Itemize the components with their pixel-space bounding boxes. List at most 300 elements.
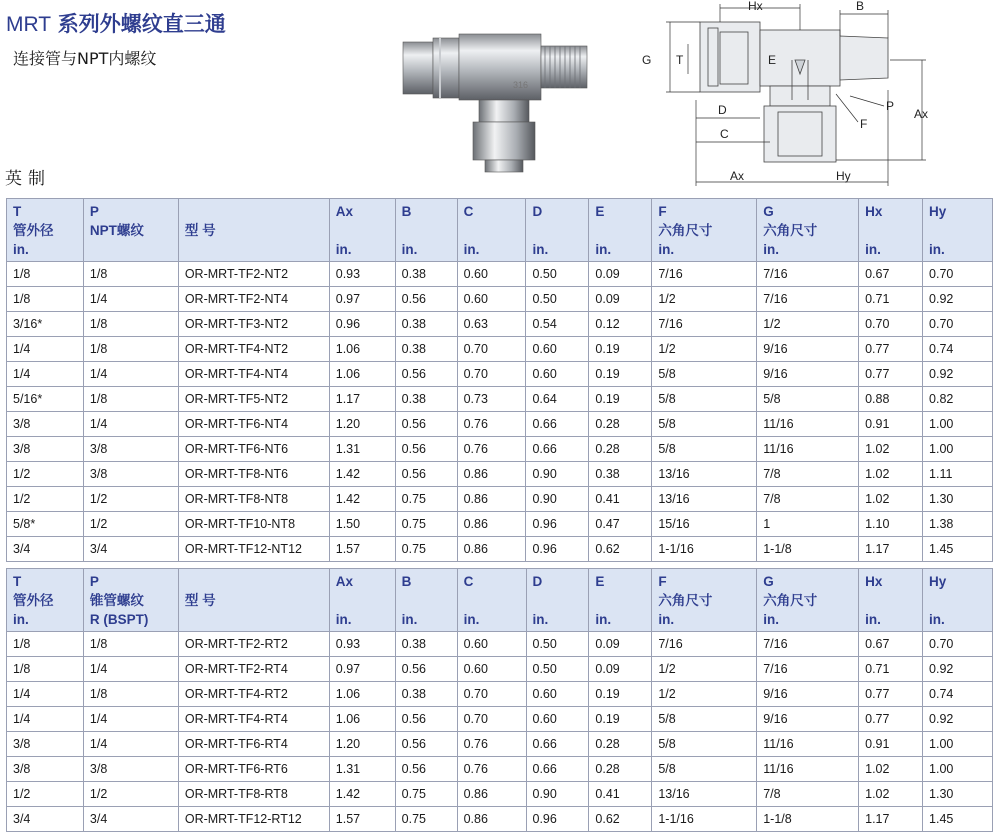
table-cell: 0.56 bbox=[395, 462, 457, 487]
table-cell: 1/8 bbox=[7, 632, 84, 657]
table-cell: 0.86 bbox=[457, 462, 526, 487]
table-cell: 0.75 bbox=[395, 807, 457, 832]
table-header bbox=[7, 569, 993, 632]
header-line bbox=[185, 610, 329, 629]
table-cell: 3/16* bbox=[7, 312, 84, 337]
table-cell: 0.92 bbox=[923, 287, 993, 312]
table-cell: 0.60 bbox=[526, 337, 589, 362]
table-cell: 1.11 bbox=[923, 462, 993, 487]
header-line: in. bbox=[13, 612, 29, 627]
table-cell: 1/4 bbox=[7, 707, 84, 732]
header-line: 六角尺寸 bbox=[763, 223, 818, 238]
table-cell: 1.06 bbox=[329, 337, 395, 362]
table-cell: 11/16 bbox=[757, 757, 859, 782]
header-line: in. bbox=[335, 612, 352, 627]
table-cell: 1.00 bbox=[923, 732, 993, 757]
table-cell: 0.38 bbox=[395, 337, 457, 362]
header-line: F bbox=[658, 204, 667, 219]
table-cell: 1/8 bbox=[7, 262, 84, 287]
table-cell: 0.60 bbox=[526, 682, 589, 707]
table-row bbox=[7, 437, 993, 462]
header-cell bbox=[457, 199, 526, 262]
table-cell: 3/4 bbox=[83, 537, 178, 562]
table-cell: 1/4 bbox=[7, 337, 84, 362]
table-cell: 1/8 bbox=[7, 287, 84, 312]
table-cell: 1/4 bbox=[83, 707, 178, 732]
table-cell: 0.66 bbox=[526, 437, 589, 462]
header-line: F bbox=[658, 574, 667, 589]
table-cell: 0.09 bbox=[589, 657, 652, 682]
header-line bbox=[185, 572, 329, 591]
table-cell: 0.60 bbox=[457, 657, 526, 682]
table-cell: 7/16 bbox=[757, 657, 859, 682]
table-cell: 1/2 bbox=[83, 782, 178, 807]
header-line: C bbox=[463, 204, 474, 219]
dimension-diagram bbox=[640, 0, 940, 190]
header-cell bbox=[757, 199, 859, 262]
table-cell: 1.02 bbox=[859, 437, 923, 462]
table-cell: 0.60 bbox=[457, 632, 526, 657]
header-line: R (BSPT) bbox=[89, 612, 149, 627]
header-cell bbox=[859, 569, 923, 632]
header-line: in. bbox=[13, 242, 29, 257]
header-cell bbox=[7, 569, 84, 632]
table-cell: 1.57 bbox=[329, 537, 395, 562]
table-cell: 3/8 bbox=[7, 732, 84, 757]
table-cell: 0.47 bbox=[589, 512, 652, 537]
table-cell: 0.38 bbox=[395, 312, 457, 337]
table-cell: OR-MRT-TF2-NT4 bbox=[178, 287, 329, 312]
table-cell: 0.90 bbox=[526, 462, 589, 487]
table-cell: 0.56 bbox=[395, 757, 457, 782]
table-cell: 0.92 bbox=[923, 657, 993, 682]
table-cell: 0.76 bbox=[457, 437, 526, 462]
table-cell: 5/8 bbox=[652, 387, 757, 412]
table-cell: 0.86 bbox=[457, 537, 526, 562]
header-cell bbox=[652, 569, 757, 632]
table-cell: 1/4 bbox=[83, 657, 178, 682]
table-cell: 0.77 bbox=[859, 707, 923, 732]
header-line: in. bbox=[658, 242, 675, 257]
product-photo bbox=[395, 28, 610, 178]
table-cell: 1/4 bbox=[7, 362, 84, 387]
table-cell: 1.45 bbox=[923, 537, 993, 562]
table-cell: OR-MRT-TF10-NT8 bbox=[178, 512, 329, 537]
header-line: G bbox=[763, 204, 774, 219]
table-cell: 0.97 bbox=[329, 657, 395, 682]
header-line bbox=[929, 591, 992, 610]
dim-g: G bbox=[642, 53, 652, 67]
table-cell: 0.88 bbox=[859, 387, 923, 412]
table-cell: 1.00 bbox=[923, 437, 993, 462]
header-line: 管外径 bbox=[13, 223, 54, 238]
table-cell: 0.90 bbox=[526, 487, 589, 512]
table-cell: 0.62 bbox=[589, 537, 652, 562]
table-cell: 13/16 bbox=[652, 462, 757, 487]
table-cell: 3/8 bbox=[83, 462, 178, 487]
table-cell: 0.60 bbox=[457, 287, 526, 312]
table-cell: 0.75 bbox=[395, 512, 457, 537]
table-cell: 1-1/16 bbox=[652, 807, 757, 832]
table-cell: 1.50 bbox=[329, 512, 395, 537]
table-cell: 0.28 bbox=[589, 437, 652, 462]
table-cell: 13/16 bbox=[652, 487, 757, 512]
bspt-spec-table bbox=[6, 568, 993, 832]
table-cell: OR-MRT-TF12-NT12 bbox=[178, 537, 329, 562]
table-row bbox=[7, 337, 993, 362]
table-cell: 1.02 bbox=[859, 757, 923, 782]
table-row bbox=[7, 262, 993, 287]
table-cell: 0.70 bbox=[923, 632, 993, 657]
table-cell: 0.97 bbox=[329, 287, 395, 312]
header-line: D bbox=[532, 574, 543, 589]
table-cell: 1/8 bbox=[83, 387, 178, 412]
table-cell: 0.56 bbox=[395, 362, 457, 387]
header-cell bbox=[526, 569, 589, 632]
table-cell: 1/2 bbox=[83, 487, 178, 512]
table-cell: 1/4 bbox=[83, 362, 178, 387]
table-row bbox=[7, 362, 993, 387]
table-cell: 0.70 bbox=[457, 682, 526, 707]
header-line: in. bbox=[865, 612, 881, 627]
header-line: in. bbox=[463, 612, 480, 627]
dim-hx: Hx bbox=[748, 0, 763, 13]
header-line: in. bbox=[763, 612, 779, 627]
table-cell: 0.75 bbox=[395, 782, 457, 807]
table-cell: 1.02 bbox=[859, 462, 923, 487]
table-cell: 0.41 bbox=[589, 487, 652, 512]
table-row bbox=[7, 487, 993, 512]
table-cell: 3/8 bbox=[83, 757, 178, 782]
table-cell: 0.86 bbox=[457, 512, 526, 537]
table-cell: 0.71 bbox=[859, 657, 923, 682]
table-cell: 0.86 bbox=[457, 807, 526, 832]
table-cell: 0.19 bbox=[589, 337, 652, 362]
table-cell: 1-1/16 bbox=[652, 537, 757, 562]
table-cell: OR-MRT-TF8-RT8 bbox=[178, 782, 329, 807]
table-cell: 0.93 bbox=[329, 632, 395, 657]
table-cell: 0.86 bbox=[457, 487, 526, 512]
table-cell: 0.63 bbox=[457, 312, 526, 337]
table-cell: 1 bbox=[757, 512, 859, 537]
header-line: in. bbox=[335, 242, 352, 257]
table-cell: 7/8 bbox=[757, 462, 859, 487]
dim-ax-right: Ax bbox=[914, 107, 929, 121]
header-line: Ax bbox=[335, 574, 354, 589]
table-cell: 0.19 bbox=[589, 707, 652, 732]
table-row bbox=[7, 387, 993, 412]
header-cell bbox=[652, 199, 757, 262]
table-row bbox=[7, 632, 993, 657]
table-cell: 1.30 bbox=[923, 782, 993, 807]
table-cell: 0.92 bbox=[923, 362, 993, 387]
table-cell: 0.70 bbox=[457, 707, 526, 732]
table-cell: 0.19 bbox=[589, 682, 652, 707]
header-cell bbox=[178, 199, 329, 262]
table-cell: 0.50 bbox=[526, 262, 589, 287]
table-cell: 0.96 bbox=[526, 512, 589, 537]
table-cell: 0.38 bbox=[589, 462, 652, 487]
table-cell: 0.93 bbox=[329, 262, 395, 287]
table-cell: 0.09 bbox=[589, 632, 652, 657]
header-cell bbox=[923, 569, 993, 632]
table-cell: 0.56 bbox=[395, 437, 457, 462]
header-line bbox=[90, 240, 178, 259]
table-cell: 1/2 bbox=[652, 287, 757, 312]
table-cell: 1/8 bbox=[7, 657, 84, 682]
dim-hy: Hy bbox=[836, 169, 851, 183]
table-cell: 0.73 bbox=[457, 387, 526, 412]
header-line bbox=[865, 591, 922, 610]
table-body bbox=[7, 262, 993, 562]
table-cell: 1.20 bbox=[329, 412, 395, 437]
table-cell: 0.60 bbox=[526, 362, 589, 387]
header-line: T bbox=[13, 204, 22, 219]
header-line: 锥管螺纹 bbox=[89, 593, 144, 608]
table-cell: OR-MRT-TF2-RT4 bbox=[178, 657, 329, 682]
table-cell: 15/16 bbox=[652, 512, 757, 537]
page-subtitle: 连接管与NPT内螺纹 bbox=[13, 49, 157, 68]
header-line: in. bbox=[401, 612, 418, 627]
table-cell: 5/8 bbox=[652, 732, 757, 757]
table-row bbox=[7, 512, 993, 537]
header-line bbox=[402, 221, 457, 240]
table-cell: 0.67 bbox=[859, 632, 923, 657]
table-cell: 1.57 bbox=[329, 807, 395, 832]
header-line: P bbox=[89, 204, 99, 219]
table-cell: 7/8 bbox=[757, 487, 859, 512]
header-cell bbox=[395, 569, 457, 632]
table-cell: 1/2 bbox=[7, 782, 84, 807]
table-cell: 1-1/8 bbox=[757, 537, 859, 562]
table-cell: OR-MRT-TF4-RT2 bbox=[178, 682, 329, 707]
header-line: D bbox=[532, 204, 543, 219]
table-cell: 9/16 bbox=[757, 362, 859, 387]
table-cell: 5/8 bbox=[757, 387, 859, 412]
header-line: 型 号 bbox=[184, 593, 216, 608]
header-line bbox=[865, 221, 922, 240]
table-cell: OR-MRT-TF4-NT2 bbox=[178, 337, 329, 362]
table-cell: OR-MRT-TF4-RT4 bbox=[178, 707, 329, 732]
table-cell: 0.54 bbox=[526, 312, 589, 337]
table-cell: 0.50 bbox=[526, 632, 589, 657]
table-header bbox=[7, 199, 993, 262]
title-main: 系列外螺纹直三通 bbox=[57, 12, 226, 36]
table-cell: 0.38 bbox=[395, 387, 457, 412]
table-cell: 1-1/8 bbox=[757, 807, 859, 832]
table-cell: 3/4 bbox=[7, 807, 84, 832]
header-cell bbox=[757, 569, 859, 632]
table-cell: 3/8 bbox=[83, 437, 178, 462]
dim-b: B bbox=[856, 0, 865, 13]
table-cell: 0.66 bbox=[526, 412, 589, 437]
table-cell: 5/8 bbox=[652, 437, 757, 462]
table-cell: 0.70 bbox=[923, 262, 993, 287]
header-line: Hy bbox=[929, 574, 947, 589]
table-cell: 0.91 bbox=[859, 412, 923, 437]
table-cell: 0.56 bbox=[395, 707, 457, 732]
header-line: E bbox=[595, 574, 605, 589]
header-cell bbox=[589, 569, 652, 632]
table-cell: 7/16 bbox=[652, 262, 757, 287]
header-line: 型 号 bbox=[184, 223, 216, 238]
table-cell: 1.20 bbox=[329, 732, 395, 757]
header-line: in. bbox=[865, 242, 881, 257]
table-cell: 1.30 bbox=[923, 487, 993, 512]
header-line: B bbox=[401, 204, 412, 219]
header-line: Hy bbox=[929, 204, 947, 219]
table-row bbox=[7, 807, 993, 832]
table-cell: 0.38 bbox=[395, 262, 457, 287]
header-line bbox=[533, 591, 589, 610]
table-cell: 3/4 bbox=[83, 807, 178, 832]
table-cell: OR-MRT-TF4-NT4 bbox=[178, 362, 329, 387]
table-cell: 0.76 bbox=[457, 732, 526, 757]
table-cell: 1.42 bbox=[329, 782, 395, 807]
table-cell: 1.42 bbox=[329, 462, 395, 487]
table-cell: 0.74 bbox=[923, 337, 993, 362]
header-line: Ax bbox=[335, 204, 354, 219]
table-cell: 0.77 bbox=[859, 682, 923, 707]
header-cell bbox=[7, 199, 84, 262]
title-prefix: MRT bbox=[6, 13, 52, 36]
header-line: in. bbox=[463, 242, 480, 257]
table-cell: 0.56 bbox=[395, 657, 457, 682]
table-cell: 0.19 bbox=[589, 362, 652, 387]
header-line: 六角尺寸 bbox=[763, 593, 818, 608]
table-cell: 1/2 bbox=[757, 312, 859, 337]
header-line bbox=[336, 221, 395, 240]
table-cell: 9/16 bbox=[757, 682, 859, 707]
table-cell: 0.76 bbox=[457, 412, 526, 437]
table-cell: 0.75 bbox=[395, 537, 457, 562]
header-line: in. bbox=[763, 242, 779, 257]
table-cell: 1/4 bbox=[83, 287, 178, 312]
table-cell: 0.86 bbox=[457, 782, 526, 807]
table-cell: 1.31 bbox=[329, 757, 395, 782]
header-cell bbox=[395, 199, 457, 262]
header-cell bbox=[923, 199, 993, 262]
table-cell: 1.06 bbox=[329, 682, 395, 707]
table-cell: OR-MRT-TF6-RT4 bbox=[178, 732, 329, 757]
table-cell: 0.96 bbox=[526, 537, 589, 562]
header-line: in. bbox=[929, 242, 945, 257]
header-line: B bbox=[401, 574, 412, 589]
header-line: P bbox=[89, 574, 99, 589]
table-cell: 1/2 bbox=[652, 337, 757, 362]
header-line bbox=[185, 202, 329, 221]
table-cell: 1.45 bbox=[923, 807, 993, 832]
header-line: Hx bbox=[865, 204, 883, 219]
table-row bbox=[7, 757, 993, 782]
table-cell: 11/16 bbox=[757, 412, 859, 437]
header-line bbox=[185, 240, 329, 259]
header-line bbox=[595, 221, 651, 240]
table-row bbox=[7, 412, 993, 437]
table-row bbox=[7, 682, 993, 707]
header-line: in. bbox=[595, 612, 612, 627]
table-cell: 0.38 bbox=[395, 682, 457, 707]
photo-mark: 316 bbox=[513, 80, 529, 90]
table-cell: 1/8 bbox=[83, 262, 178, 287]
table-row bbox=[7, 462, 993, 487]
table-cell: 1.17 bbox=[859, 807, 923, 832]
table-cell: 7/16 bbox=[652, 632, 757, 657]
table-cell: 0.28 bbox=[589, 412, 652, 437]
table-cell: 7/16 bbox=[757, 632, 859, 657]
table-cell: OR-MRT-TF2-NT2 bbox=[178, 262, 329, 287]
header-line bbox=[336, 591, 395, 610]
table-cell: 1/2 bbox=[7, 487, 84, 512]
table-cell: 11/16 bbox=[757, 732, 859, 757]
table-cell: 9/16 bbox=[757, 707, 859, 732]
header-cell bbox=[178, 569, 329, 632]
table-cell: 3/8 bbox=[7, 757, 84, 782]
table-cell: 3/8 bbox=[7, 437, 84, 462]
table-cell: 0.50 bbox=[526, 657, 589, 682]
table-cell: 1/2 bbox=[652, 682, 757, 707]
table-cell: 5/8 bbox=[652, 757, 757, 782]
header-line: in. bbox=[658, 612, 675, 627]
table-cell: 1.02 bbox=[859, 487, 923, 512]
table-cell: 1.06 bbox=[329, 707, 395, 732]
table-cell: 1/2 bbox=[7, 462, 84, 487]
table-cell: 0.67 bbox=[859, 262, 923, 287]
table-cell: 0.56 bbox=[395, 412, 457, 437]
header-line: in. bbox=[929, 612, 945, 627]
table-cell: 3/4 bbox=[7, 537, 84, 562]
header-line: C bbox=[463, 574, 474, 589]
table-cell: 0.60 bbox=[526, 707, 589, 732]
table-cell: OR-MRT-TF8-NT6 bbox=[178, 462, 329, 487]
table-cell: 0.66 bbox=[526, 757, 589, 782]
table-row bbox=[7, 707, 993, 732]
table-cell: 0.74 bbox=[923, 682, 993, 707]
unit-label: 英制 bbox=[5, 169, 51, 189]
header-cell bbox=[457, 569, 526, 632]
table-cell: 5/8 bbox=[652, 362, 757, 387]
table-cell: 0.09 bbox=[589, 287, 652, 312]
table-cell: 1.17 bbox=[859, 537, 923, 562]
table-cell: 0.76 bbox=[457, 757, 526, 782]
table-cell: OR-MRT-TF5-NT2 bbox=[178, 387, 329, 412]
header-line: in. bbox=[401, 242, 418, 257]
table-cell: 1/8 bbox=[83, 312, 178, 337]
table-cell: 3/8 bbox=[7, 412, 84, 437]
header-line: 六角尺寸 bbox=[658, 593, 713, 608]
table-cell: 0.71 bbox=[859, 287, 923, 312]
header-line: T bbox=[13, 574, 22, 589]
table-cell: 1.02 bbox=[859, 782, 923, 807]
header-cell bbox=[526, 199, 589, 262]
header-row bbox=[7, 569, 993, 632]
header-line: in. bbox=[532, 612, 549, 627]
table-cell: 0.62 bbox=[589, 807, 652, 832]
table-cell: 5/8* bbox=[7, 512, 84, 537]
table-row bbox=[7, 537, 993, 562]
table-cell: 0.50 bbox=[526, 287, 589, 312]
table-cell: 5/8 bbox=[652, 412, 757, 437]
table-cell: 0.75 bbox=[395, 487, 457, 512]
header-cell bbox=[589, 199, 652, 262]
table-cell: OR-MRT-TF2-RT2 bbox=[178, 632, 329, 657]
header-line bbox=[532, 221, 588, 240]
table-cell: 1.00 bbox=[923, 757, 993, 782]
table-cell: 0.28 bbox=[589, 732, 652, 757]
table-cell: 5/8 bbox=[652, 707, 757, 732]
table-row bbox=[7, 782, 993, 807]
table-cell: 1.00 bbox=[923, 412, 993, 437]
